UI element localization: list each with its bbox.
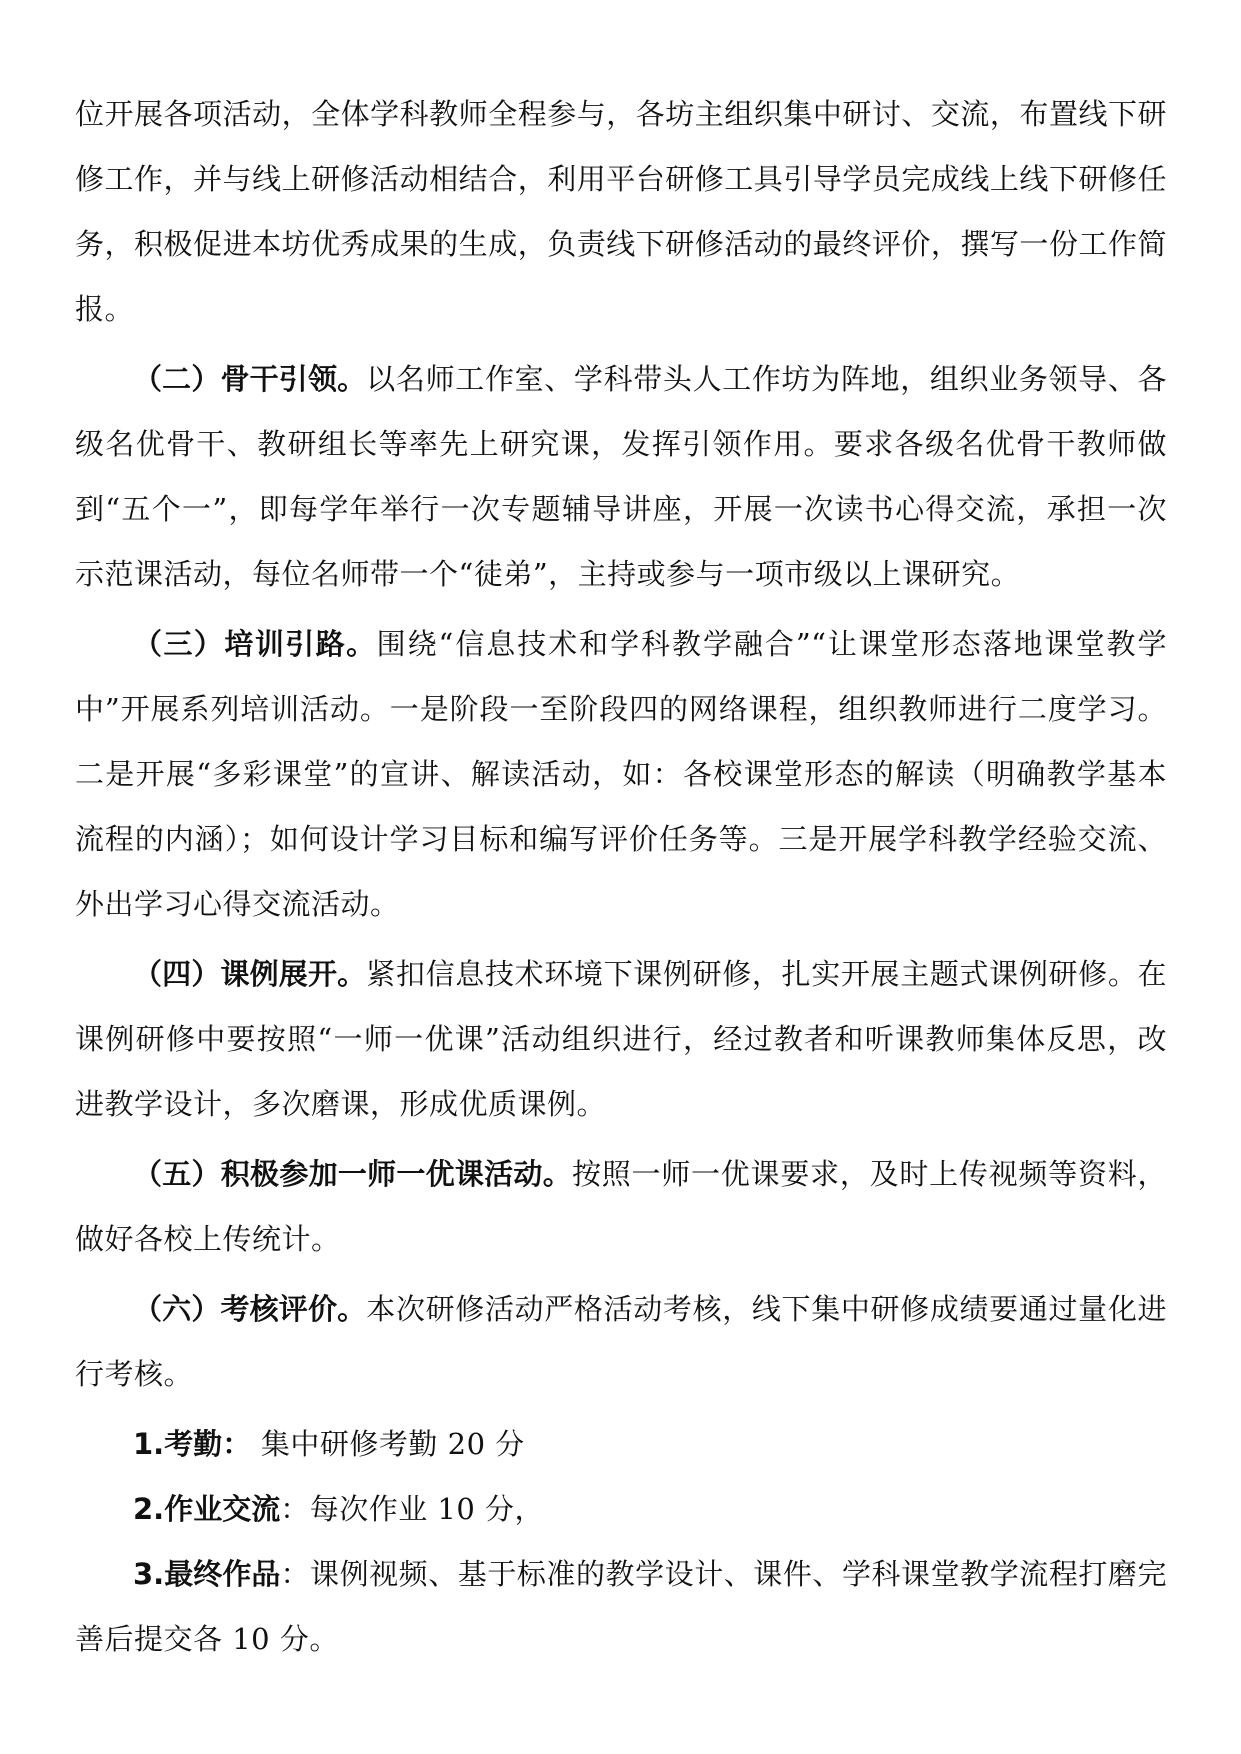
score-item-number: 1.	[133, 1427, 165, 1461]
section-body: 紧扣信息技术环境下课例研修，扎实开展主题式课例研修。在课例研修中要按照“一师一优课”活动组织进行，经过教者和听课教师集体反思，改进教学设计，多次磨课，形成优质课例。	[75, 957, 1167, 1121]
section-three	[75, 612, 1167, 937]
section-heading: （三）培训引路。	[133, 627, 377, 661]
score-item-number: 3.	[133, 1557, 165, 1591]
section-four	[75, 942, 1167, 1137]
score-item-label: 作业交流	[164, 1492, 281, 1526]
section-body: 以名师工作室、学科带头人工作坊为阵地，组织业务领导、各级名优骨干、教研组长等率先上研究课，发挥引领作用。要求各级名优骨干教师做到“五个一”，即每学年举行一次专题辅导讲座，开展一次读书心得交流，承担一次示范课活动，每位名师带一个“徒弟”，主持或参与一项市级以上课研究。	[75, 362, 1167, 591]
document-body	[75, 82, 1167, 1672]
intro-paragraph: 位开展各项活动，全体学科教师全程参与，各坊主组织集中研讨、交流，布置线下研修工作，并与线上研修活动相结合，利用平台研修工具引导学员完成线上线下研修任务，积极促进本坊优秀成果的生成，负责线下研修活动的最终评价，撰写一份工作简报。	[75, 97, 1167, 326]
score-item-text: ：课例视频、基于标准的教学设计、课件、学科课堂教学流程打磨完善后提交各 10 分。	[75, 1557, 1167, 1656]
score-item-final-work	[75, 1542, 1167, 1672]
section-heading: （六）考核评价。	[133, 1292, 367, 1326]
section-two	[75, 347, 1167, 607]
section-five	[75, 1142, 1167, 1272]
score-item-attendance	[75, 1412, 1167, 1477]
section-body: 按照一师一优课要求，及时上传视频等资料，做好各校上传统计。	[75, 1157, 1167, 1256]
score-item-label: 考勤：	[164, 1427, 252, 1461]
score-item-text: ：每次作业 10 分，	[280, 1492, 545, 1526]
section-heading: （五）积极参加一师一优课活动。	[133, 1157, 572, 1191]
section-body: 本次研修活动严格活动考核，线下集中研修成绩要通过量化进行考核。	[75, 1292, 1167, 1391]
score-item-text: 集中研修考勤 20 分	[251, 1427, 525, 1461]
section-body: 围绕“信息技术和学科教学融合”“让课堂形态落地课堂教学中”开展系列培训活动。一是阶段一至阶段四的网络课程，组织教师进行二度学习。二是开展“多彩课堂”的宣讲、解读活动，如：各校课堂形态的解读（明确教学基本流程的内涵）；如何设计学习目标和编写评价任务等。三是开展学科教学经验交流、外出学习心得交流活动。	[75, 627, 1167, 921]
section-heading: （四）课例展开。	[133, 957, 367, 991]
score-item-number: 2.	[133, 1492, 165, 1526]
score-item-homework	[75, 1477, 1167, 1542]
section-six	[75, 1277, 1167, 1407]
section-heading: （二）骨干引领。	[133, 362, 367, 396]
score-item-label: 最终作品	[164, 1557, 281, 1591]
